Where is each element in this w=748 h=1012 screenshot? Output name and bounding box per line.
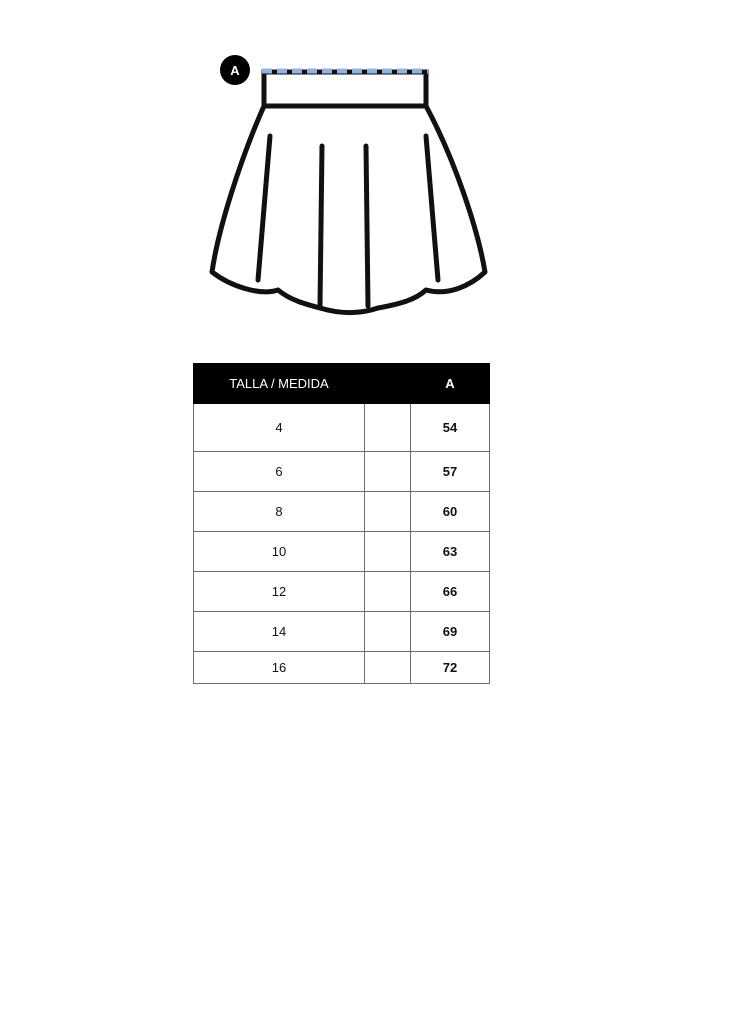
cell-a: 63 xyxy=(411,532,490,572)
table-row xyxy=(194,492,490,532)
cell-a: 57 xyxy=(411,452,490,492)
skirt-illustration xyxy=(200,50,500,330)
table-header-row xyxy=(194,364,490,404)
cell-blank xyxy=(365,572,411,612)
cell-talla: 10 xyxy=(194,532,365,572)
header-blank xyxy=(365,364,411,404)
cell-talla: 16 xyxy=(194,652,365,684)
waistband xyxy=(264,72,426,106)
cell-a: 54 xyxy=(411,404,490,452)
cell-blank xyxy=(365,532,411,572)
cell-blank xyxy=(365,652,411,684)
cell-talla: 14 xyxy=(194,612,365,652)
header-a: A xyxy=(411,364,490,404)
cell-talla: 12 xyxy=(194,572,365,612)
table-row xyxy=(194,404,490,452)
cell-blank xyxy=(365,404,411,452)
size-table xyxy=(193,363,490,684)
skirt-fold-2 xyxy=(320,146,322,306)
cell-talla: 8 xyxy=(194,492,365,532)
cell-a: 60 xyxy=(411,492,490,532)
skirt-body xyxy=(212,106,485,313)
table-row xyxy=(194,612,490,652)
cell-talla: 6 xyxy=(194,452,365,492)
table-row xyxy=(194,572,490,612)
cell-talla: 4 xyxy=(194,404,365,452)
table-row xyxy=(194,452,490,492)
table-row xyxy=(194,532,490,572)
cell-a: 72 xyxy=(411,652,490,684)
header-talla: TALLA / MEDIDA xyxy=(194,364,365,404)
cell-blank xyxy=(365,612,411,652)
measure-marker-label: A xyxy=(230,63,240,78)
cell-a: 66 xyxy=(411,572,490,612)
skirt-fold-3 xyxy=(366,146,368,306)
cell-a: 69 xyxy=(411,612,490,652)
cell-blank xyxy=(365,492,411,532)
cell-blank xyxy=(365,452,411,492)
table-row xyxy=(194,652,490,684)
